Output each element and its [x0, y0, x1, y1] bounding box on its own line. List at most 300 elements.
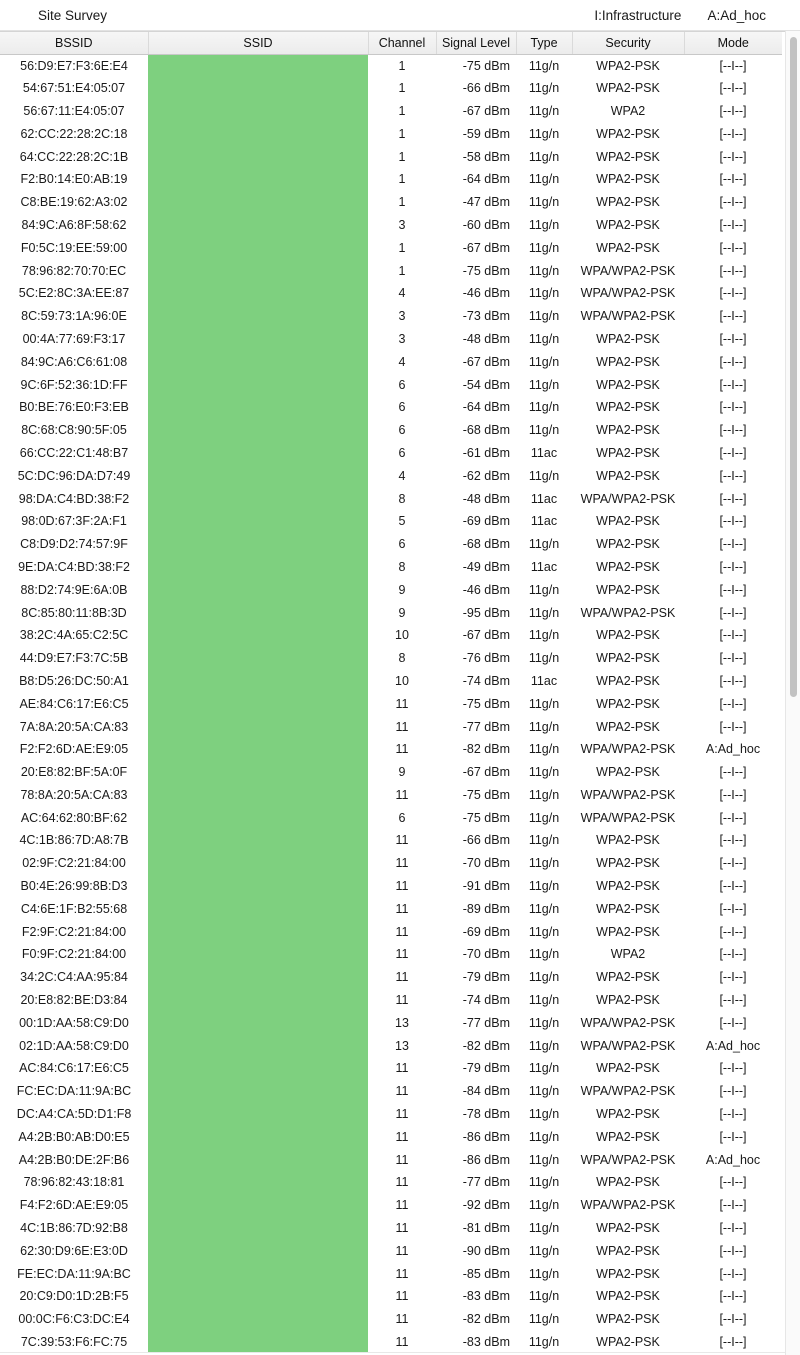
- cell-channel: 11: [395, 1107, 409, 1122]
- cell-channel: 9: [398, 765, 406, 780]
- cell-mode: [--I--]: [719, 810, 747, 825]
- cell-security: WPA2-PSK: [596, 1061, 660, 1076]
- cell-security: WPA2-PSK: [596, 1221, 660, 1236]
- cell-security: WPA2-PSK: [596, 537, 660, 552]
- cell-security: WPA2-PSK: [596, 400, 660, 415]
- cell-signal: -64 dBm: [462, 172, 510, 187]
- cell-ssid: [148, 259, 368, 282]
- cell-signal: -76 dBm: [462, 651, 510, 666]
- cell-channel: 11: [395, 993, 409, 1008]
- cell-bssid: 20:E8:82:BF:5A:0F: [20, 765, 128, 780]
- cell-signal: -47 dBm: [462, 195, 510, 210]
- cell-security: WPA2-PSK: [596, 81, 660, 96]
- cell-channel: 11: [395, 719, 409, 734]
- table-row[interactable]: [0, 1217, 782, 1240]
- cell-type: 11g/n: [528, 103, 560, 118]
- table-row[interactable]: [0, 191, 782, 214]
- cell-mode: [--I--]: [719, 582, 747, 597]
- cell-signal: -67 dBm: [462, 765, 510, 780]
- cell-signal: -78 dBm: [462, 1107, 510, 1122]
- table-row[interactable]: [0, 852, 782, 875]
- cell-signal: -89 dBm: [462, 901, 510, 916]
- cell-ssid: [148, 715, 368, 738]
- cell-type: 11g/n: [528, 765, 560, 780]
- cell-channel: 6: [398, 537, 406, 552]
- cell-type: 11g/n: [528, 651, 560, 666]
- cell-mode: [--I--]: [719, 970, 747, 985]
- table-row[interactable]: [0, 464, 782, 487]
- cell-bssid: 8C:68:C8:90:5F:05: [21, 423, 127, 438]
- cell-ssid: [148, 396, 368, 419]
- cell-security: WPA/WPA2-PSK: [580, 742, 676, 757]
- cell-signal: -69 dBm: [462, 514, 510, 529]
- site-survey-header: [0, 0, 800, 31]
- cell-security: WPA2-PSK: [596, 1107, 660, 1122]
- cell-security: WPA2-PSK: [596, 833, 660, 848]
- cell-mode: [--I--]: [719, 1015, 747, 1030]
- cell-ssid: [148, 1331, 368, 1354]
- cell-type: 11g/n: [528, 537, 560, 552]
- cell-security: WPA2-PSK: [596, 126, 660, 141]
- cell-mode: [--I--]: [719, 423, 747, 438]
- cell-signal: -60 dBm: [462, 217, 510, 232]
- table-row[interactable]: [0, 1194, 782, 1217]
- table-row[interactable]: [0, 647, 782, 670]
- cell-mode: [--I--]: [719, 354, 747, 369]
- cell-bssid: 7C:39:53:F6:FC:75: [20, 1335, 128, 1350]
- table-row[interactable]: [0, 442, 782, 465]
- legend-adhoc: A:Ad_hoc: [707, 7, 766, 23]
- cell-type: 11g/n: [528, 582, 560, 597]
- cell-channel: 1: [398, 263, 406, 278]
- cell-mode: [--I--]: [719, 696, 747, 711]
- table-row[interactable]: [0, 875, 782, 898]
- cell-security: WPA2-PSK: [596, 240, 660, 255]
- cell-type: 11g/n: [528, 924, 560, 939]
- cell-mode: [--I--]: [719, 103, 747, 118]
- table-row[interactable]: [0, 1308, 782, 1331]
- cell-ssid: [148, 487, 368, 510]
- vertical-scrollbar[interactable]: [785, 31, 800, 1355]
- cell-security: WPA2-PSK: [596, 354, 660, 369]
- cell-security: WPA2-PSK: [596, 149, 660, 164]
- cell-ssid: [148, 419, 368, 442]
- cell-channel: 11: [395, 696, 409, 711]
- table-row[interactable]: [0, 100, 782, 123]
- cell-mode: [--I--]: [719, 537, 747, 552]
- table-row[interactable]: [0, 282, 782, 305]
- cell-security: WPA/WPA2-PSK: [580, 286, 676, 301]
- cell-type: 11g/n: [528, 1038, 560, 1053]
- cell-mode: [--I--]: [719, 217, 747, 232]
- cell-mode: [--I--]: [719, 445, 747, 460]
- cell-signal: -46 dBm: [462, 286, 510, 301]
- cell-channel: 6: [398, 377, 406, 392]
- cell-type: 11g/n: [528, 833, 560, 848]
- cell-signal: -67 dBm: [462, 354, 510, 369]
- table-row[interactable]: [0, 989, 782, 1012]
- cell-mode: [--I--]: [719, 240, 747, 255]
- table-row[interactable]: [0, 1080, 782, 1103]
- cell-type: 11g/n: [528, 696, 560, 711]
- cell-ssid: [148, 1057, 368, 1080]
- cell-bssid: F0:9F:C2:21:84:00: [21, 947, 127, 962]
- cell-security: WPA2-PSK: [596, 924, 660, 939]
- cell-mode: [--I--]: [719, 81, 747, 96]
- table-row[interactable]: [0, 624, 782, 647]
- table-row[interactable]: [0, 1011, 782, 1034]
- table-row[interactable]: [0, 533, 782, 556]
- cell-ssid: [148, 920, 368, 943]
- cell-ssid: [148, 122, 368, 145]
- table-row[interactable]: [0, 692, 782, 715]
- cell-channel: 11: [395, 947, 409, 962]
- cell-ssid: [148, 989, 368, 1012]
- cell-bssid: 64:CC:22:28:2C:1B: [19, 149, 129, 164]
- cell-bssid: 98:DA:C4:BD:38:F2: [18, 491, 130, 506]
- cell-channel: 1: [398, 172, 406, 187]
- cell-mode: [--I--]: [719, 1198, 747, 1213]
- legend-infrastructure: I:Infrastructure: [594, 7, 682, 23]
- cell-signal: -66 dBm: [462, 833, 510, 848]
- cell-bssid: 00:0C:F6:C3:DC:E4: [18, 1312, 130, 1327]
- table-row[interactable]: [0, 784, 782, 807]
- cell-channel: 11: [395, 1266, 409, 1281]
- cell-security: WPA2-PSK: [596, 879, 660, 894]
- table-row[interactable]: [0, 829, 782, 852]
- cell-signal: -82 dBm: [462, 1312, 510, 1327]
- cell-mode: [--I--]: [719, 628, 747, 643]
- table-row[interactable]: [0, 1285, 782, 1308]
- cell-security: WPA2-PSK: [596, 172, 660, 187]
- cell-signal: -77 dBm: [462, 1015, 510, 1030]
- cell-channel: 11: [395, 1152, 409, 1167]
- cell-signal: -46 dBm: [462, 582, 510, 597]
- cell-type: 11g/n: [528, 1221, 560, 1236]
- cell-mode: [--I--]: [719, 901, 747, 916]
- cell-signal: -70 dBm: [462, 856, 510, 871]
- table-row[interactable]: [0, 897, 782, 920]
- table-row[interactable]: [0, 54, 782, 77]
- cell-bssid: 34:2C:C4:AA:95:84: [20, 970, 128, 985]
- table-row[interactable]: [0, 419, 782, 442]
- table-row[interactable]: [0, 715, 782, 738]
- cell-type: 11g/n: [528, 400, 560, 415]
- column-header-channel[interactable]: Channel: [368, 32, 436, 54]
- cell-channel: 1: [398, 81, 406, 96]
- cell-security: WPA2-PSK: [596, 901, 660, 916]
- cell-bssid: 78:8A:20:5A:CA:83: [20, 787, 128, 802]
- cell-bssid: 78:96:82:70:70:EC: [21, 263, 127, 278]
- cell-ssid: [148, 54, 368, 77]
- table-row[interactable]: [0, 1034, 782, 1057]
- table-row[interactable]: [0, 373, 782, 396]
- cell-bssid: A4:2B:B0:DE:2F:B6: [18, 1152, 130, 1167]
- cell-mode: [--I--]: [719, 468, 747, 483]
- cell-ssid: [148, 1148, 368, 1171]
- column-header-security[interactable]: Security: [572, 32, 684, 54]
- cell-channel: 11: [395, 833, 409, 848]
- table-row[interactable]: [0, 1148, 782, 1171]
- cell-ssid: [148, 236, 368, 259]
- cell-bssid: F2:9F:C2:21:84:00: [21, 924, 127, 939]
- cell-channel: 1: [398, 103, 406, 118]
- page-title: Site Survey: [38, 7, 108, 23]
- cell-type: 11g/n: [528, 1266, 560, 1281]
- cell-channel: 4: [398, 468, 406, 483]
- cell-channel: 11: [395, 924, 409, 939]
- cell-bssid: 02:1D:AA:58:C9:D0: [19, 1038, 129, 1053]
- cell-mode: [--I--]: [719, 833, 747, 848]
- cell-mode: [--I--]: [719, 309, 747, 324]
- cell-bssid: A4:2B:B0:AB:D0:E5: [18, 1129, 130, 1144]
- cell-mode: [--I--]: [719, 1221, 747, 1236]
- cell-ssid: [148, 1080, 368, 1103]
- cell-ssid: [148, 829, 368, 852]
- cell-ssid: [148, 761, 368, 784]
- cell-channel: 11: [395, 1175, 409, 1190]
- cell-ssid: [148, 350, 368, 373]
- cell-signal: -77 dBm: [462, 1175, 510, 1190]
- column-header-mode[interactable]: Mode: [684, 32, 782, 54]
- cell-security: WPA2-PSK: [596, 765, 660, 780]
- table-row[interactable]: [0, 328, 782, 351]
- table-row[interactable]: [0, 670, 782, 693]
- table-header-row: [0, 32, 782, 54]
- table-row[interactable]: [0, 1331, 782, 1354]
- cell-bssid: 5C:DC:96:DA:D7:49: [17, 468, 131, 483]
- table-row[interactable]: [0, 168, 782, 191]
- cell-channel: 10: [395, 673, 409, 688]
- cell-ssid: [148, 647, 368, 670]
- cell-ssid: [148, 191, 368, 214]
- cell-security: WPA2-PSK: [596, 993, 660, 1008]
- cell-mode: A:Ad_hoc: [705, 1152, 761, 1167]
- table-row[interactable]: [0, 738, 782, 761]
- cell-type: 11g/n: [528, 1175, 560, 1190]
- cell-type: 11g/n: [528, 719, 560, 734]
- cell-type: 11g/n: [528, 1061, 560, 1076]
- column-header-signal-level[interactable]: Signal Level: [436, 32, 516, 54]
- cell-type: 11g/n: [528, 879, 560, 894]
- table-row[interactable]: [0, 601, 782, 624]
- cell-bssid: C8:BE:19:62:A3:02: [20, 195, 128, 210]
- table-row[interactable]: [0, 943, 782, 966]
- cell-mode: A:Ad_hoc: [705, 1038, 761, 1053]
- table-row[interactable]: [0, 145, 782, 168]
- cell-channel: 11: [395, 879, 409, 894]
- cell-channel: 1: [398, 195, 406, 210]
- cell-mode: [--I--]: [719, 924, 747, 939]
- cell-signal: -67 dBm: [462, 628, 510, 643]
- cell-type: 11g/n: [528, 263, 560, 278]
- survey-table: [0, 32, 782, 1353]
- cell-bssid: FE:EC:DA:11:9A:BC: [17, 1266, 131, 1281]
- cell-channel: 3: [398, 309, 406, 324]
- cell-ssid: [148, 1285, 368, 1308]
- cell-ssid: [148, 305, 368, 328]
- table-row[interactable]: [0, 487, 782, 510]
- cell-type: 11g/n: [528, 628, 560, 643]
- cell-ssid: [148, 601, 368, 624]
- cell-security: WPA/WPA2-PSK: [580, 491, 676, 506]
- cell-signal: -67 dBm: [462, 240, 510, 255]
- cell-mode: [--I--]: [719, 58, 747, 73]
- table-row[interactable]: [0, 1057, 782, 1080]
- table-row[interactable]: [0, 761, 782, 784]
- cell-mode: [--I--]: [719, 514, 747, 529]
- cell-signal: -86 dBm: [462, 1152, 510, 1167]
- cell-ssid: [148, 145, 368, 168]
- cell-security: WPA2-PSK: [596, 1175, 660, 1190]
- cell-channel: 1: [398, 240, 406, 255]
- table-row[interactable]: [0, 1103, 782, 1126]
- cell-security: WPA2-PSK: [596, 1266, 660, 1281]
- column-header-ssid[interactable]: SSID: [148, 32, 368, 54]
- cell-mode: [--I--]: [719, 1084, 747, 1099]
- cell-security: WPA2-PSK: [596, 331, 660, 346]
- cell-type: 11g/n: [528, 1289, 560, 1304]
- table-row[interactable]: [0, 1125, 782, 1148]
- cell-bssid: 88:D2:74:9E:6A:0B: [20, 582, 128, 597]
- cell-type: 11g/n: [528, 901, 560, 916]
- cell-signal: -75 dBm: [462, 58, 510, 73]
- cell-security: WPA2-PSK: [596, 58, 660, 73]
- cell-bssid: C8:D9:D2:74:57:9F: [20, 537, 128, 552]
- table-row[interactable]: [0, 510, 782, 533]
- cell-bssid: 20:E8:82:BE:D3:84: [20, 993, 128, 1008]
- cell-mode: [--I--]: [719, 263, 747, 278]
- survey-table-body: [0, 54, 782, 1353]
- cell-mode: [--I--]: [719, 149, 747, 164]
- table-row[interactable]: [0, 396, 782, 419]
- cell-signal: -49 dBm: [462, 559, 510, 574]
- cell-mode: [--I--]: [719, 331, 747, 346]
- cell-ssid: [148, 578, 368, 601]
- cell-ssid: [148, 1217, 368, 1240]
- column-header-type[interactable]: Type: [516, 32, 572, 54]
- cell-type: 11ac: [530, 514, 558, 529]
- cell-bssid: 4C:1B:86:7D:A8:7B: [19, 833, 129, 848]
- table-row[interactable]: [0, 259, 782, 282]
- table-row[interactable]: [0, 556, 782, 579]
- cell-signal: -92 dBm: [462, 1198, 510, 1213]
- cell-channel: 3: [398, 217, 406, 232]
- cell-bssid: B0:4E:26:99:8B:D3: [20, 879, 128, 894]
- cell-bssid: DC:A4:CA:5D:D1:F8: [16, 1107, 132, 1122]
- cell-signal: -95 dBm: [462, 605, 510, 620]
- cell-security: WPA2-PSK: [596, 1335, 660, 1350]
- cell-signal: -75 dBm: [462, 696, 510, 711]
- cell-type: 11g/n: [528, 1243, 560, 1258]
- cell-bssid: 5C:E2:8C:3A:EE:87: [18, 286, 130, 301]
- cell-bssid: 00:1D:AA:58:C9:D0: [19, 1015, 129, 1030]
- cell-signal: -66 dBm: [462, 81, 510, 96]
- cell-ssid: [148, 1239, 368, 1262]
- table-row[interactable]: [0, 77, 782, 100]
- cell-signal: -83 dBm: [462, 1289, 510, 1304]
- cell-mode: [--I--]: [719, 1335, 747, 1350]
- cell-bssid: 9E:DA:C4:BD:38:F2: [18, 559, 130, 574]
- cell-type: 11ac: [530, 673, 558, 688]
- cell-bssid: 56:D9:E7:F3:6E:E4: [20, 58, 128, 73]
- cell-bssid: 78:96:82:43:18:81: [23, 1175, 125, 1190]
- cell-type: 11g/n: [528, 787, 560, 802]
- cell-ssid: [148, 373, 368, 396]
- cell-bssid: 8C:59:73:1A:96:0E: [21, 309, 127, 324]
- cell-mode: [--I--]: [719, 1312, 747, 1327]
- cell-ssid: [148, 168, 368, 191]
- cell-signal: -64 dBm: [462, 400, 510, 415]
- cell-mode: [--I--]: [719, 947, 747, 962]
- cell-channel: 11: [395, 1312, 409, 1327]
- cell-signal: -74 dBm: [462, 993, 510, 1008]
- cell-bssid: 9C:6F:52:36:1D:FF: [20, 377, 128, 392]
- cell-signal: -69 dBm: [462, 924, 510, 939]
- table-row[interactable]: [0, 214, 782, 237]
- cell-security: WPA2-PSK: [596, 423, 660, 438]
- table-row[interactable]: [0, 966, 782, 989]
- scrollbar-thumb[interactable]: [790, 37, 797, 697]
- mode-legend: [594, 8, 784, 23]
- cell-mode: [--I--]: [719, 651, 747, 666]
- cell-mode: [--I--]: [719, 719, 747, 734]
- table-row[interactable]: [0, 350, 782, 373]
- table-row[interactable]: [0, 1239, 782, 1262]
- cell-mode: [--I--]: [719, 1129, 747, 1144]
- cell-ssid: [148, 624, 368, 647]
- cell-channel: 8: [398, 559, 406, 574]
- cell-bssid: AC:84:C6:17:E6:C5: [19, 1061, 129, 1076]
- cell-channel: 4: [398, 286, 406, 301]
- cell-security: WPA2-PSK: [596, 445, 660, 460]
- table-row[interactable]: [0, 236, 782, 259]
- table-row[interactable]: [0, 920, 782, 943]
- cell-security: WPA/WPA2-PSK: [580, 263, 676, 278]
- cell-mode: [--I--]: [719, 400, 747, 415]
- table-row[interactable]: [0, 305, 782, 328]
- cell-ssid: [148, 875, 368, 898]
- table-row[interactable]: [0, 1171, 782, 1194]
- cell-bssid: 66:CC:22:C1:48:B7: [19, 445, 129, 460]
- cell-channel: 11: [395, 1129, 409, 1144]
- cell-type: 11g/n: [528, 856, 560, 871]
- cell-ssid: [148, 100, 368, 123]
- cell-bssid: 02:9F:C2:21:84:00: [22, 856, 126, 871]
- cell-signal: -74 dBm: [462, 673, 510, 688]
- cell-channel: 6: [398, 400, 406, 415]
- table-row[interactable]: [0, 1262, 782, 1285]
- cell-type: 11g/n: [528, 1015, 560, 1030]
- column-header-bssid[interactable]: BSSID: [0, 32, 148, 54]
- cell-bssid: F2:F2:6D:AE:E9:05: [19, 742, 129, 757]
- cell-type: 11g/n: [528, 1312, 560, 1327]
- table-row[interactable]: [0, 578, 782, 601]
- cell-type: 11g/n: [528, 309, 560, 324]
- table-row[interactable]: [0, 806, 782, 829]
- cell-bssid: 7A:8A:20:5A:CA:83: [19, 719, 129, 734]
- survey-table-container[interactable]: [0, 31, 800, 1355]
- cell-security: WPA2-PSK: [596, 673, 660, 688]
- cell-security: WPA2-PSK: [596, 970, 660, 985]
- cell-security: WPA2: [610, 947, 646, 962]
- cell-ssid: [148, 692, 368, 715]
- table-row[interactable]: [0, 122, 782, 145]
- cell-signal: -75 dBm: [462, 263, 510, 278]
- cell-type: 11g/n: [528, 1152, 560, 1167]
- cell-security: WPA2-PSK: [596, 195, 660, 210]
- cell-signal: -86 dBm: [462, 1129, 510, 1144]
